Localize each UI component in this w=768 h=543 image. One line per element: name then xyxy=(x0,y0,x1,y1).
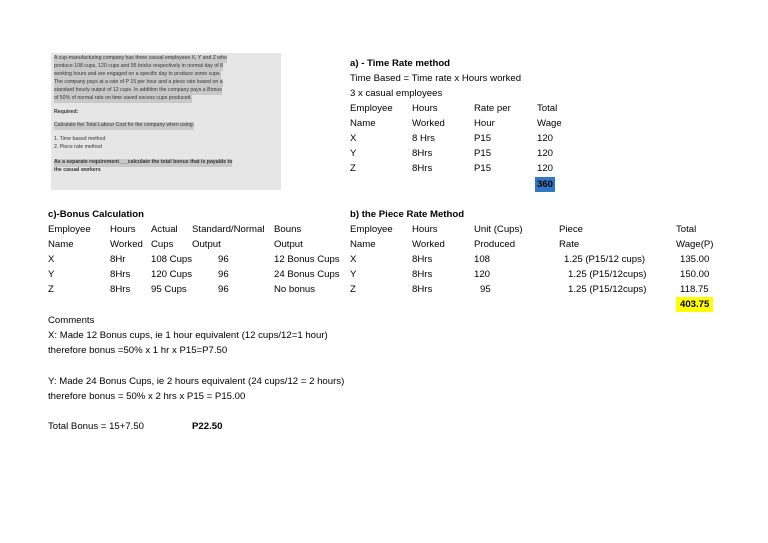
comments-heading: Comments xyxy=(48,315,95,326)
table-cell: 8 Hrs xyxy=(412,133,435,144)
col-header: Employee xyxy=(350,103,393,114)
col-header: Worked xyxy=(412,118,445,129)
comment-line: X: Made 12 Bonus cups, ie 1 hour equivalent (12 cups/12=1 hour) xyxy=(48,330,328,341)
problem-line: standard hourly output of 12 cups. In addition the company pays a Bonus xyxy=(54,87,222,93)
table-cell: Y xyxy=(48,269,55,280)
table-cell: 8Hrs xyxy=(110,269,131,280)
col-header: Employee xyxy=(48,224,91,235)
table-cell: 120 xyxy=(537,148,554,159)
table-cell: Z xyxy=(48,284,54,295)
table-cell: X xyxy=(350,254,357,265)
col-header: Actual xyxy=(151,224,178,235)
problem-line: of 50% of normal rate on time saved excess cups produced. xyxy=(54,95,192,101)
comment-line: therefore bonus = 50% x 2 hrs x P15 = P15.00 xyxy=(48,391,246,402)
col-header: Produced xyxy=(474,239,516,250)
separate-requirement-line: As a separate requirement___calculate the total bonus that is payable to xyxy=(54,159,233,165)
table-cell: P15 xyxy=(474,163,492,174)
problem-line: produce 108 cups, 120 cups and 95 bricks respectively in normal day of 8 xyxy=(54,63,223,69)
table-cell: 24 Bonus Cups xyxy=(274,269,340,280)
table-cell: No bonus xyxy=(274,284,316,295)
table-cell: 1.25 (P15/12 cups) xyxy=(564,254,646,265)
col-header: Bouns xyxy=(274,224,302,235)
col-header: Standard/Normal xyxy=(192,224,265,235)
table-cell: 108 Cups xyxy=(151,254,193,265)
comment-line: therefore bonus =50% x 1 hr x P15=P7.50 xyxy=(48,345,228,356)
col-header: Rate xyxy=(559,239,580,250)
table-cell: 8Hrs xyxy=(110,284,131,295)
table-cell: P15 xyxy=(474,148,492,159)
table-cell: 95 xyxy=(480,284,491,295)
table-cell: 12 Bonus Cups xyxy=(274,254,340,265)
table-cell: 120 Cups xyxy=(151,269,193,280)
table-cell: 8Hrs xyxy=(412,269,433,280)
time-rate-formula: Time Based = Time rate x Hours worked xyxy=(350,73,522,84)
col-header: Name xyxy=(350,118,376,129)
table-cell: Y xyxy=(350,269,357,280)
col-header: Wage xyxy=(537,118,562,129)
col-header: Piece xyxy=(559,224,583,235)
table-cell: 135.00 xyxy=(680,254,710,265)
problem-line: A cup-manufacturing company has three casual employees X, Y and Z who xyxy=(54,55,227,61)
bonus-title: c)-Bonus Calculation xyxy=(48,209,144,220)
col-header: Hours xyxy=(412,103,438,114)
total-bonus-value: P22.50 xyxy=(192,421,223,432)
time-rate-note: 3 x casual employees xyxy=(350,88,443,99)
table-cell: 95 Cups xyxy=(151,284,187,295)
col-header: Worked xyxy=(412,239,445,250)
col-header: Total xyxy=(537,103,558,114)
time-rate-title: a) - Time Rate method xyxy=(350,58,451,69)
col-header: Hours xyxy=(110,224,136,235)
table-cell: 96 xyxy=(218,284,229,295)
col-header: Worked xyxy=(110,239,143,250)
problem-line: The company pays at a rate of P 15 per hour and a piece rate based on a xyxy=(54,79,223,85)
col-header: Output xyxy=(274,239,303,250)
table-cell: 120 xyxy=(474,269,491,280)
table-cell: 96 xyxy=(218,254,229,265)
time-rate-total: 360 xyxy=(537,179,554,190)
col-header: Rate per xyxy=(474,103,511,114)
method-item-1: 1. Time based method xyxy=(54,136,106,142)
piece-rate-title: b) the Piece Rate Method xyxy=(350,209,465,220)
col-header: Unit (Cups) xyxy=(474,224,523,235)
comment-line: Y: Made 24 Bonus Cups, ie 2 hours equivalent (24 cups/12 = 2 hours) xyxy=(48,376,345,387)
table-cell: Y xyxy=(350,148,357,159)
table-cell: 8Hrs xyxy=(412,163,433,174)
col-header: Output xyxy=(192,239,221,250)
col-header: Employee xyxy=(350,224,393,235)
col-header: Total xyxy=(676,224,697,235)
table-cell: 8Hrs xyxy=(412,148,433,159)
table-cell: X xyxy=(48,254,55,265)
total-bonus-label: Total Bonus = 15+7.50 xyxy=(48,421,145,432)
col-header: Name xyxy=(350,239,376,250)
table-cell: 96 xyxy=(218,269,229,280)
table-cell: Z xyxy=(350,163,356,174)
problem-line: working hours and are engaged on a specific day to produce some cups. xyxy=(54,71,221,77)
table-cell: P15 xyxy=(474,133,492,144)
table-cell: 8Hrs xyxy=(412,254,433,265)
table-cell: 8Hrs xyxy=(412,284,433,295)
col-header: Name xyxy=(48,239,74,250)
table-cell: 118.75 xyxy=(680,284,709,295)
table-cell: 1.25 (P15/12cups) xyxy=(568,269,647,280)
table-cell: 120 xyxy=(537,133,554,144)
table-cell: 108 xyxy=(474,254,491,265)
col-header: Wage(P) xyxy=(676,239,714,250)
piece-rate-total: 403.75 xyxy=(676,297,713,312)
required-label: Required: xyxy=(54,109,79,115)
table-cell: 150.00 xyxy=(680,269,710,280)
table-cell: 1.25 (P15/12cups) xyxy=(568,284,647,295)
method-item-2: 2. Piece rate method xyxy=(54,144,102,150)
separate-requirement-line: the casual workers xyxy=(54,167,101,173)
calc-line: Calculate the Total Labour Cost for the company when using: xyxy=(54,122,195,128)
table-cell: 8Hr xyxy=(110,254,126,265)
problem-statement xyxy=(51,53,281,190)
col-header: Hours xyxy=(412,224,438,235)
col-header: Cups xyxy=(151,239,174,250)
table-cell: Z xyxy=(350,284,356,295)
table-cell: X xyxy=(350,133,357,144)
col-header: Hour xyxy=(474,118,495,129)
table-cell: 120 xyxy=(537,163,554,174)
